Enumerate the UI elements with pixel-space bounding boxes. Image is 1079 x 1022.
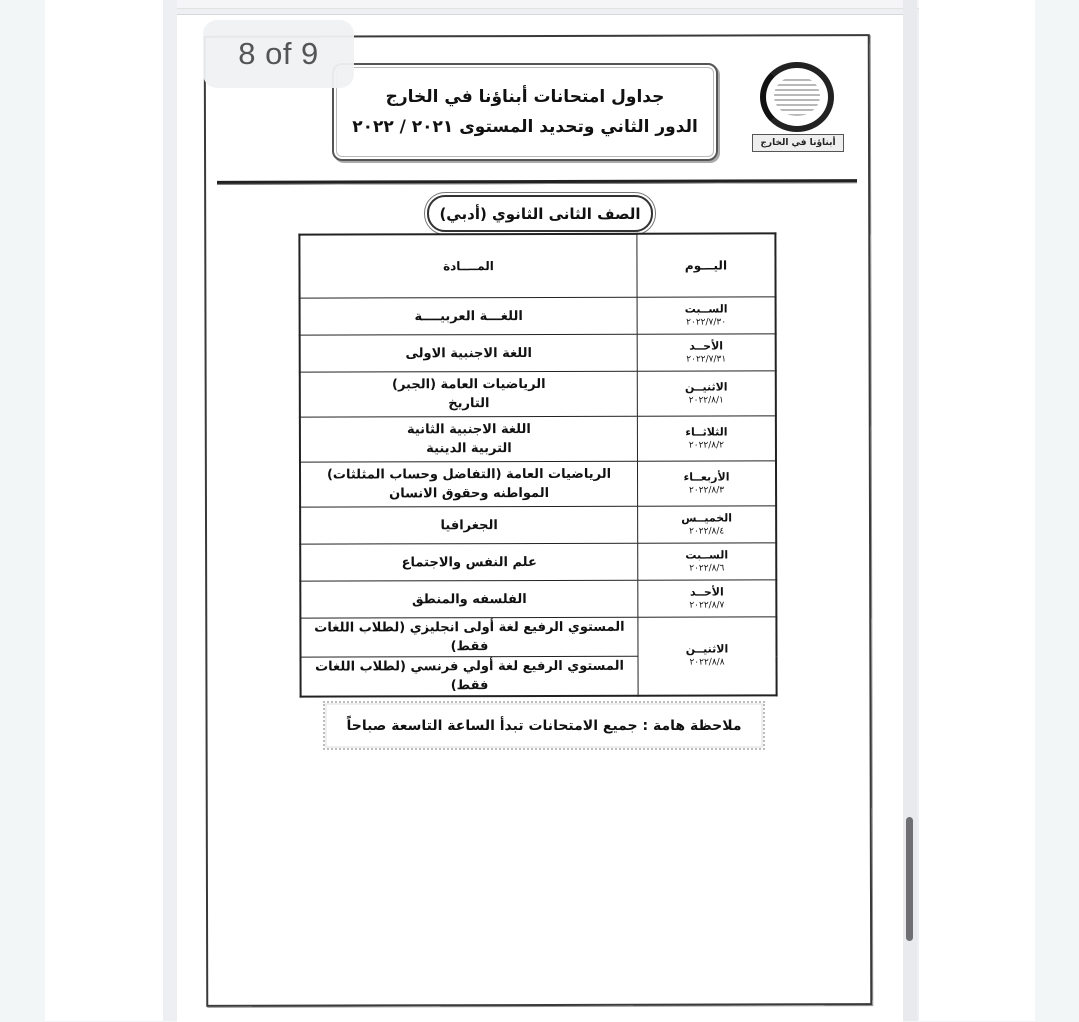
- subject-name: اللغة الاجنبية الثانية: [406, 422, 531, 438]
- exam-date: ٢٠٢٢/٨/٣: [689, 485, 725, 496]
- subject-name: الرياضيات العامة (الجبر): [392, 376, 546, 393]
- subject-cell: [300, 617, 638, 657]
- day-cell: [638, 543, 777, 580]
- day-cell: [637, 371, 776, 416]
- subject-name: الرياضيات العامة (التفاضل وحساب المثلثات): [326, 466, 612, 483]
- exam-schedule-table: [298, 232, 777, 697]
- exam-date: ٢٠٢٢/٨/٧: [689, 600, 725, 611]
- left-gutter: [0, 0, 45, 1021]
- day-cell: [637, 416, 776, 461]
- table-row: [300, 506, 776, 544]
- subject-cell: [300, 543, 638, 581]
- subject-cell: [301, 656, 639, 696]
- day-cell: [637, 297, 776, 334]
- subject-cell: [300, 334, 638, 372]
- logo-label: أبناؤنا في الخارج: [752, 134, 844, 152]
- header-subject: المــــادة: [299, 234, 637, 298]
- subject-name: الجغرافيا: [440, 517, 498, 533]
- table-row: [300, 297, 776, 335]
- day-name: الخميــس: [681, 510, 733, 525]
- subject-name: علم النفس والاجتماع: [401, 554, 537, 570]
- table-row: [300, 580, 776, 618]
- subject-cell: [300, 580, 638, 618]
- document-subtitle: الدور الثاني وتحديد المستوى ٢٠٢١ / ٢٠٢٢: [352, 117, 698, 137]
- subject-name: اللغة الاجنبية الاولى: [405, 345, 532, 361]
- subject-cell: [300, 461, 638, 507]
- table-row: [300, 617, 776, 657]
- right-gutter: [1035, 0, 1079, 1021]
- subject-cell: [300, 297, 638, 335]
- subject-name: المواطنه وحقوق الانسان: [389, 485, 550, 502]
- day-cell: [637, 461, 776, 506]
- subject-name: المستوي الرفيع لغة أولي فرنسي (لطلاب اللغات فقط): [315, 658, 624, 694]
- subject-cell: [300, 506, 638, 544]
- document-title: جداول امتحانات أبناؤنا في الخارج: [385, 87, 665, 107]
- subject-name: الفلسفه والمنطق: [411, 591, 527, 607]
- subject-cell: [300, 371, 638, 417]
- important-note: ملاحظة هامة : جميع الامتحانات تبدأ الساعة التاسعة صباحاً: [323, 701, 765, 750]
- day-name: الثلاثــاء: [685, 425, 728, 439]
- day-cell: [638, 580, 777, 617]
- grade-label: الصف الثانى الثانوي (أدبي): [427, 195, 653, 232]
- logo-emblem-icon: [774, 76, 820, 116]
- exam-date: ٢٠٢٢/٨/٤: [689, 526, 725, 537]
- table-row: [300, 543, 776, 581]
- day-name: الســبت: [684, 302, 728, 316]
- exam-date: ٢٠٢٢/٧/٣١: [686, 354, 727, 365]
- table-row: [300, 334, 776, 372]
- page-indicator: 8 of 9: [203, 20, 354, 88]
- day-name: الاثنيــن: [685, 642, 729, 656]
- day-cell: [637, 334, 776, 371]
- subject-name: التربية الدينية: [426, 441, 512, 457]
- exam-date: ٢٠٢٢/٨/٦: [689, 563, 725, 574]
- table-row: [300, 416, 776, 462]
- previous-page-edge: [177, 0, 919, 9]
- scrollbar-thumb[interactable]: [906, 817, 913, 941]
- exam-date: ٢٠٢٢/٨/٨: [689, 657, 725, 668]
- subject-cell: [300, 416, 638, 462]
- ministry-logo: [752, 62, 844, 156]
- day-name: الســبت: [685, 548, 729, 562]
- exam-date: ٢٠٢٢/٧/٣٠: [686, 317, 727, 328]
- subject-name: التاريخ: [448, 396, 490, 412]
- day-cell: [638, 617, 777, 696]
- table-row: [300, 461, 776, 507]
- day-name: الأحــد: [689, 585, 724, 599]
- title-box: [332, 63, 718, 161]
- subject-name: المستوي الرفيع لغة أولى انجليزي (لطلاب اللغات فقط): [314, 619, 625, 655]
- exam-date: ٢٠٢٢/٨/١: [688, 395, 724, 406]
- table-row: [300, 371, 776, 417]
- day-name: الاثنيــن: [685, 380, 728, 394]
- day-name: الأربعــاء: [683, 469, 730, 484]
- exam-date: ٢٠٢٢/٨/٢: [688, 440, 724, 451]
- day-cell: [638, 506, 777, 543]
- header-day: اليـــوم: [637, 233, 776, 297]
- table-header-row: [299, 233, 775, 298]
- day-name: الأحــد: [689, 339, 724, 353]
- subject-name: اللغـــة العربيــــة: [414, 308, 523, 324]
